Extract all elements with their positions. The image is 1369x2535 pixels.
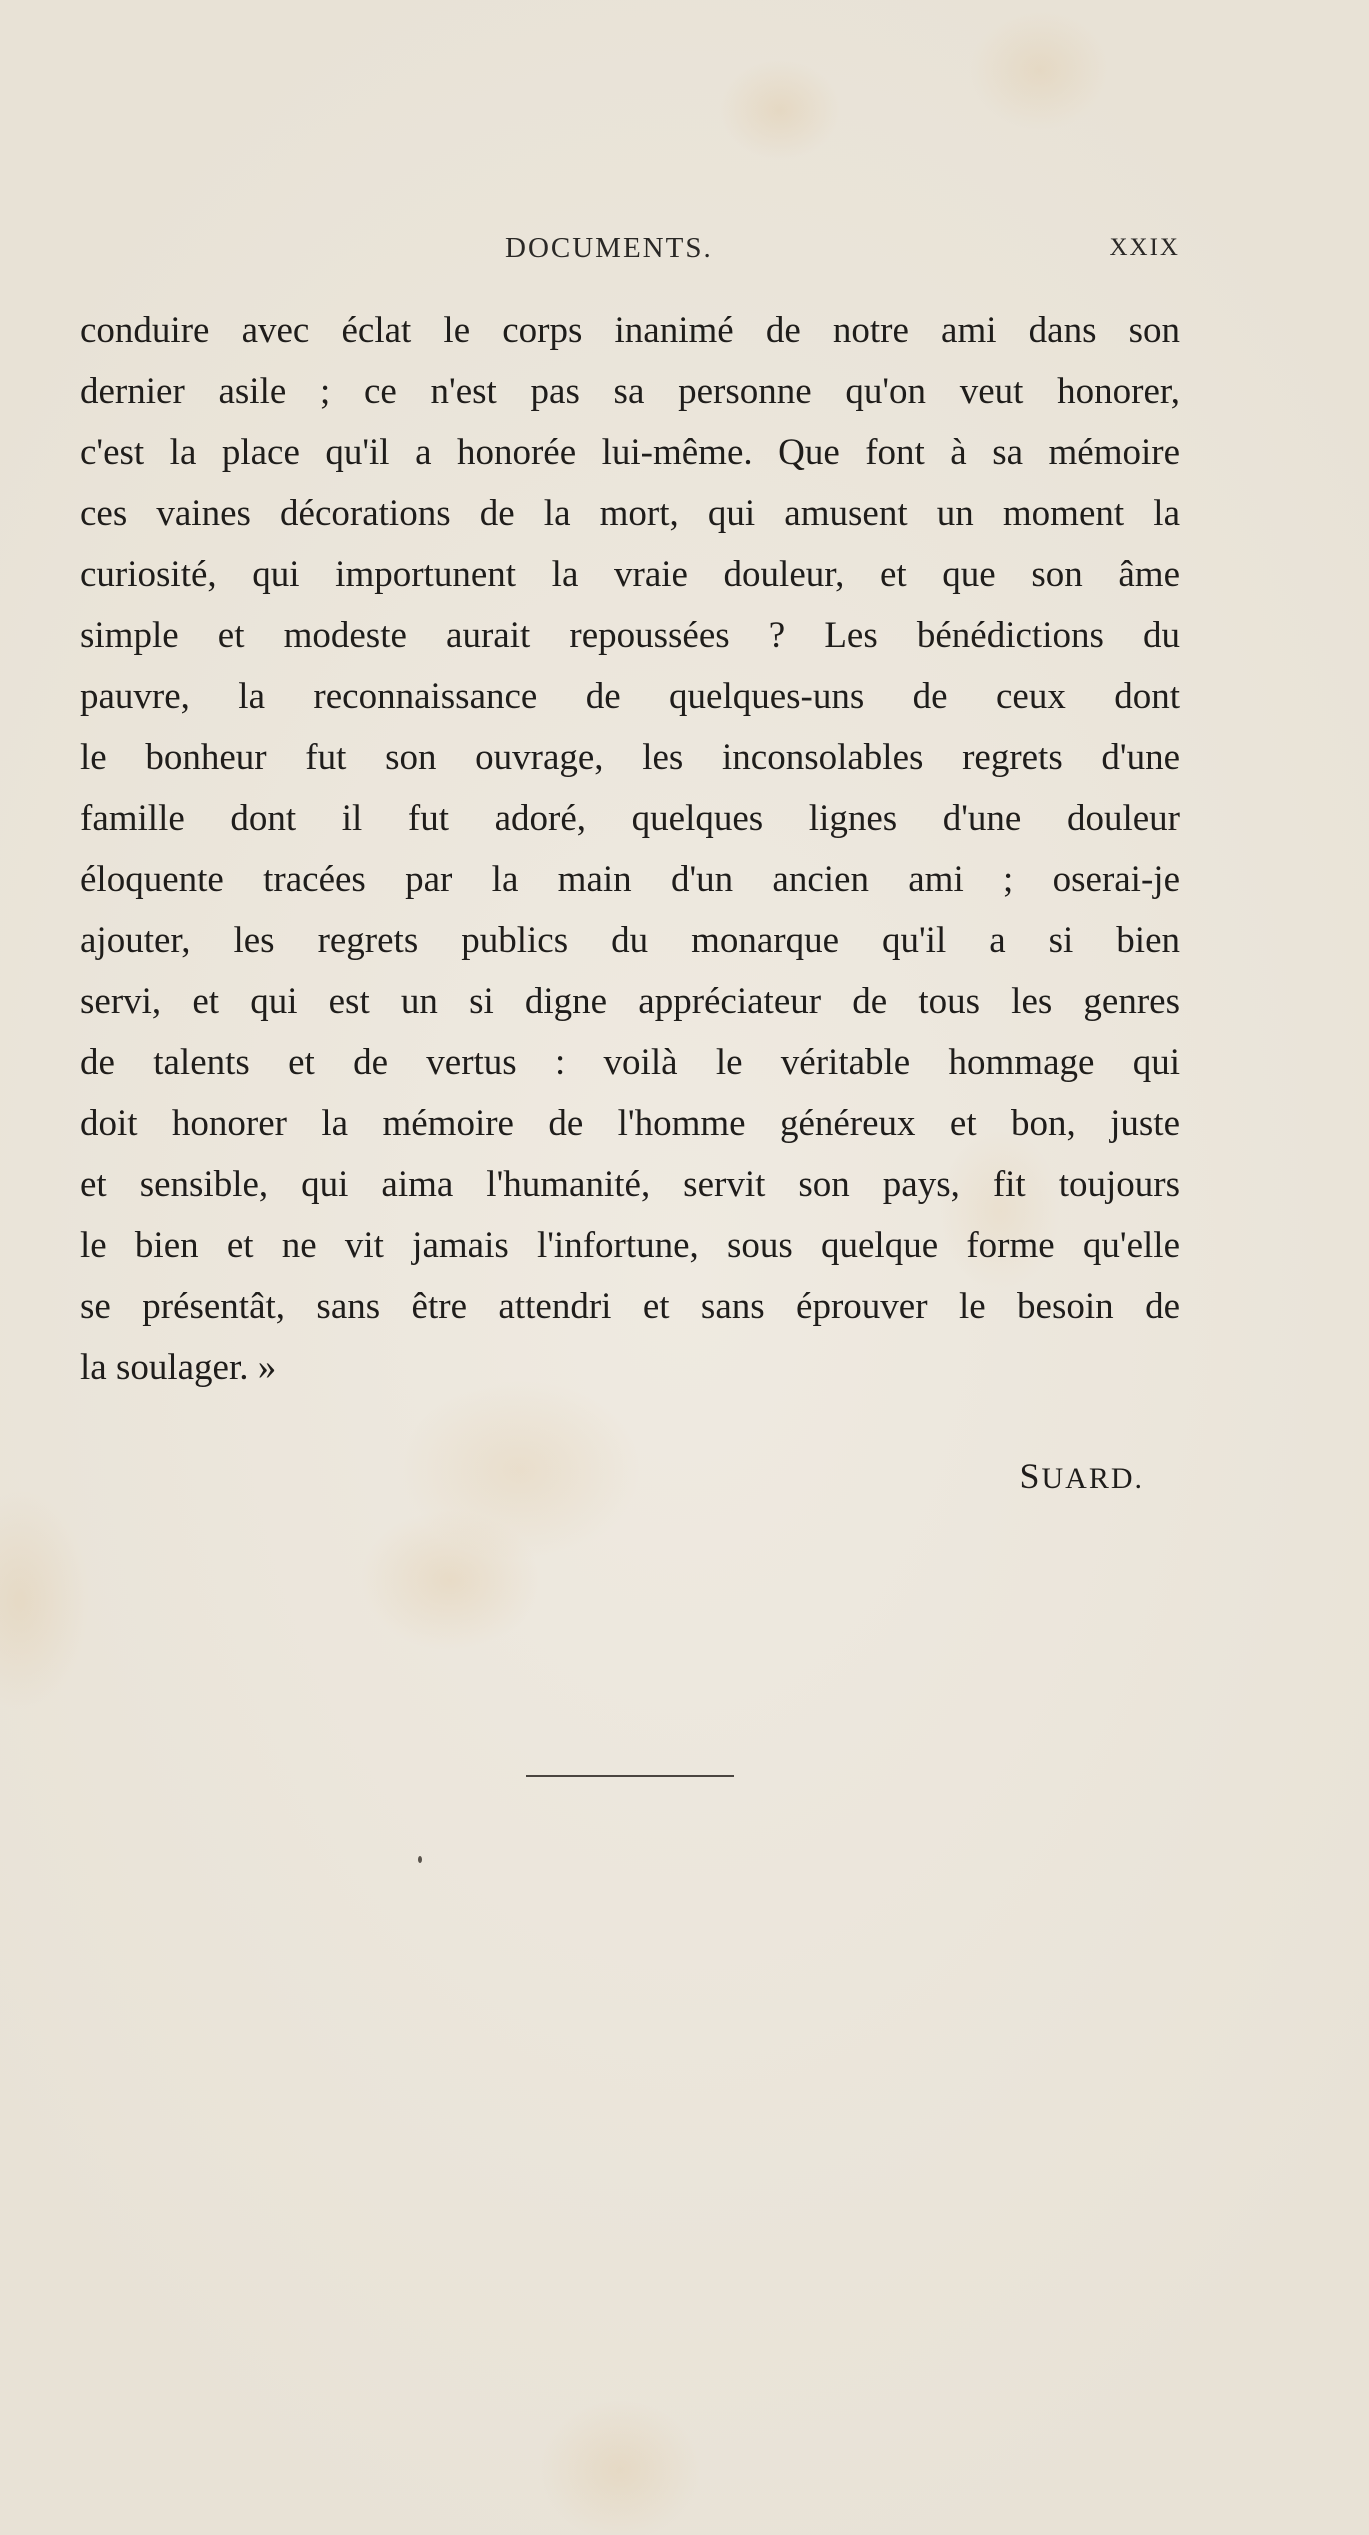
text-line: conduire avec éclat le corps inanimé de notre ami dans son bbox=[80, 310, 1180, 351]
body-text bbox=[80, 300, 1180, 1398]
text-line: c'est la place qu'il a honorée lui-même. Que font à sa mémoire bbox=[80, 432, 1180, 473]
text-line: ajouter, les regrets publics du monarque qu'il a si bien bbox=[80, 920, 1180, 961]
text-line: servi, et qui est un si digne appréciateur de tous les genres bbox=[80, 981, 1180, 1022]
text-line: et sensible, qui aima l'humanité, servit son pays, fit toujours bbox=[80, 1164, 1180, 1205]
text-line: ces vaines décorations de la mort, qui amusent un moment la bbox=[80, 493, 1180, 534]
text-line-last: la soulager. » bbox=[80, 1347, 277, 1388]
text-line: famille dont il fut adoré, quelques lignes d'une douleur bbox=[80, 798, 1180, 839]
text-line: doit honorer la mémoire de l'homme généreux et bon, juste bbox=[80, 1103, 1180, 1144]
text-line: se présentât, sans être attendri et sans éprouver le besoin de bbox=[80, 1286, 1180, 1327]
page-number: XXIX bbox=[1109, 234, 1180, 261]
signature-rest: UARD. bbox=[1041, 1462, 1144, 1495]
text-line: éloquente tracées par la main d'un ancien ami ; oserai-je bbox=[80, 859, 1180, 900]
text-line: le bonheur fut son ouvrage, les inconsolables regrets d'une bbox=[80, 737, 1180, 778]
signature bbox=[1019, 1455, 1144, 1497]
ink-speck bbox=[418, 1856, 422, 1863]
text-line: curiosité, qui importunent la vraie douleur, et que son âme bbox=[80, 554, 1180, 595]
page-header bbox=[80, 232, 1180, 272]
text-line: de talents et de vertus : voilà le véritable hommage qui bbox=[80, 1042, 1180, 1083]
text-line: dernier asile ; ce n'est pas sa personne qu'on veut honorer, bbox=[80, 371, 1180, 412]
section-divider bbox=[526, 1775, 734, 1777]
text-line: pauvre, la reconnaissance de quelques-uns de ceux dont bbox=[80, 676, 1180, 717]
running-title: DOCUMENTS. bbox=[505, 232, 713, 264]
signature-initial: S bbox=[1019, 1456, 1042, 1496]
text-line: le bien et ne vit jamais l'infortune, sous quelque forme qu'elle bbox=[80, 1225, 1180, 1266]
text-line: simple et modeste aurait repoussées ? Les bénédictions du bbox=[80, 615, 1180, 656]
